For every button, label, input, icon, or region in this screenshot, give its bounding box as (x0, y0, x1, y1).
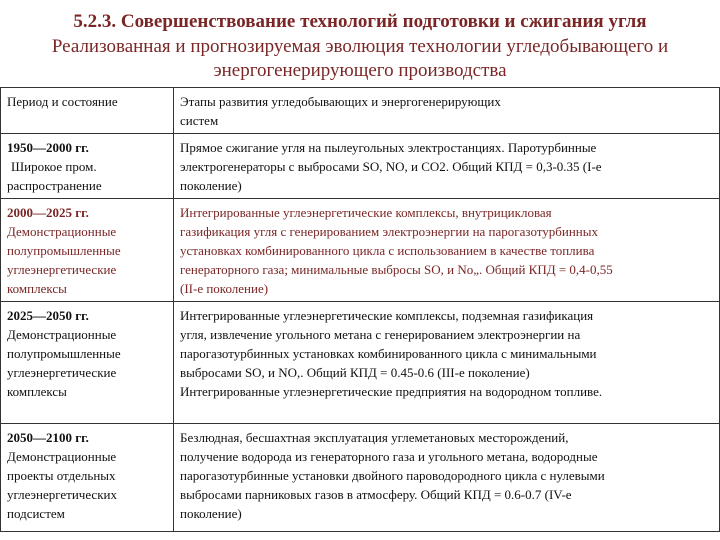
stage-line: электрогенераторы с выбросами SO, NO, и CO2. Общий КПД = 0,3-0.35 (I-е (180, 159, 602, 174)
stage-line: Прямое сжигание угля на пылеугольных электростанциях. Паротурбинные (180, 140, 597, 155)
period-cell (1, 302, 174, 424)
header-period-label: Период и состояние (7, 94, 118, 109)
stage-line: газификация угля с генерированием электроэнергии на парогазотурбинных (180, 224, 598, 239)
state-line: распространение (7, 178, 102, 193)
stage-line: генераторного газа; минимальные выбросы SO, и Nо„. Общий КПД = 0,4-0,55 (180, 262, 613, 277)
stage-line: Интегрированные углеэнергетические комплексы, внутрицикловая (180, 205, 552, 220)
table-row (1, 199, 720, 302)
header-stages-label-line-1: Этапы развития угледобывающих и энергогенерирующих (180, 94, 501, 109)
stage-line: угля, извлечение угольного метана с генерированием электроэнергии на (180, 327, 581, 342)
state-line: Демонстрационные (7, 449, 117, 464)
header-stages-cell (174, 88, 720, 134)
period-cell (1, 199, 174, 302)
table-row (1, 134, 720, 199)
stage-line: поколение) (180, 506, 242, 521)
state-line: полупромышленные (7, 346, 121, 361)
stage-line: парогазотурбинных установках комбинированного цикла с минимальными (180, 346, 597, 361)
stage-line: Интегрированные углеэнергетические комплексы, подземная газификация (180, 308, 594, 323)
stage-line: получение водорода из генераторного газа и угольного метана, водородные (180, 449, 598, 464)
table-header-row (1, 88, 720, 134)
stage-line: поколение) (180, 178, 242, 193)
stage-line: парогазотурбинные установки двойного пароводородного цикла с нулевыми (180, 468, 605, 483)
state-line: подсистем (7, 506, 65, 521)
period-label: 2025—2050 гг. (7, 308, 89, 323)
state-line: углеэнергетических (7, 487, 117, 502)
table-row (1, 424, 720, 532)
stage-line: Интегрированные углеэнергетические предприятия на водородном топливе. (180, 384, 603, 399)
state-line: углеэнергетические (7, 365, 117, 380)
state-line: Демонстрационные (7, 224, 117, 239)
period-label: 1950—2000 гг. (7, 140, 89, 155)
stage-cell (174, 134, 720, 199)
state-line: углеэнергетические (7, 262, 117, 277)
state-line: Широкое пром. (11, 159, 97, 174)
stage-line: выбросами SO, и NO,. Общий КПД = 0.45-0.6 (III-е поколение) (180, 365, 530, 380)
period-label: 2050—2100 гг. (7, 430, 89, 445)
stage-cell (174, 199, 720, 302)
period-label: 2000—2025 гг. (7, 205, 89, 220)
slide-title: 5.2.3. Совершенствование технологий подготовки и сжигания угля (73, 11, 647, 32)
state-line: комплексы (7, 281, 67, 296)
header-period-cell (1, 88, 174, 134)
period-cell (1, 134, 174, 199)
slide-subtitle-line-1: Реализованная и прогнозируемая эволюция технологии угледобывающего и (51, 36, 669, 57)
stage-line: выбросами парниковых газов в атмосферу. Общий КПД = 0.6-0.7 (IV-е (180, 487, 572, 502)
period-cell (1, 424, 174, 532)
state-line: проекты отдельных (7, 468, 116, 483)
header-stages-label-line-2: систем (180, 113, 219, 128)
stage-line: (II-е поколение) (180, 281, 269, 296)
stage-line: Безлюдная, бесшахтная эксплуатация углеметановых месторождений, (180, 430, 569, 445)
stage-cell (174, 302, 720, 424)
slide-subtitle-line-2: энергогенерирующего производства (213, 60, 507, 81)
state-line: Демонстрационные (7, 327, 117, 342)
evolution-table (0, 87, 720, 532)
table-row (1, 302, 720, 424)
state-line: комплексы (7, 384, 67, 399)
state-line: полупромышленные (7, 243, 121, 258)
stage-line: установках комбинированного цикла с использованием в качестве топлива (180, 243, 595, 258)
stage-cell (174, 424, 720, 532)
